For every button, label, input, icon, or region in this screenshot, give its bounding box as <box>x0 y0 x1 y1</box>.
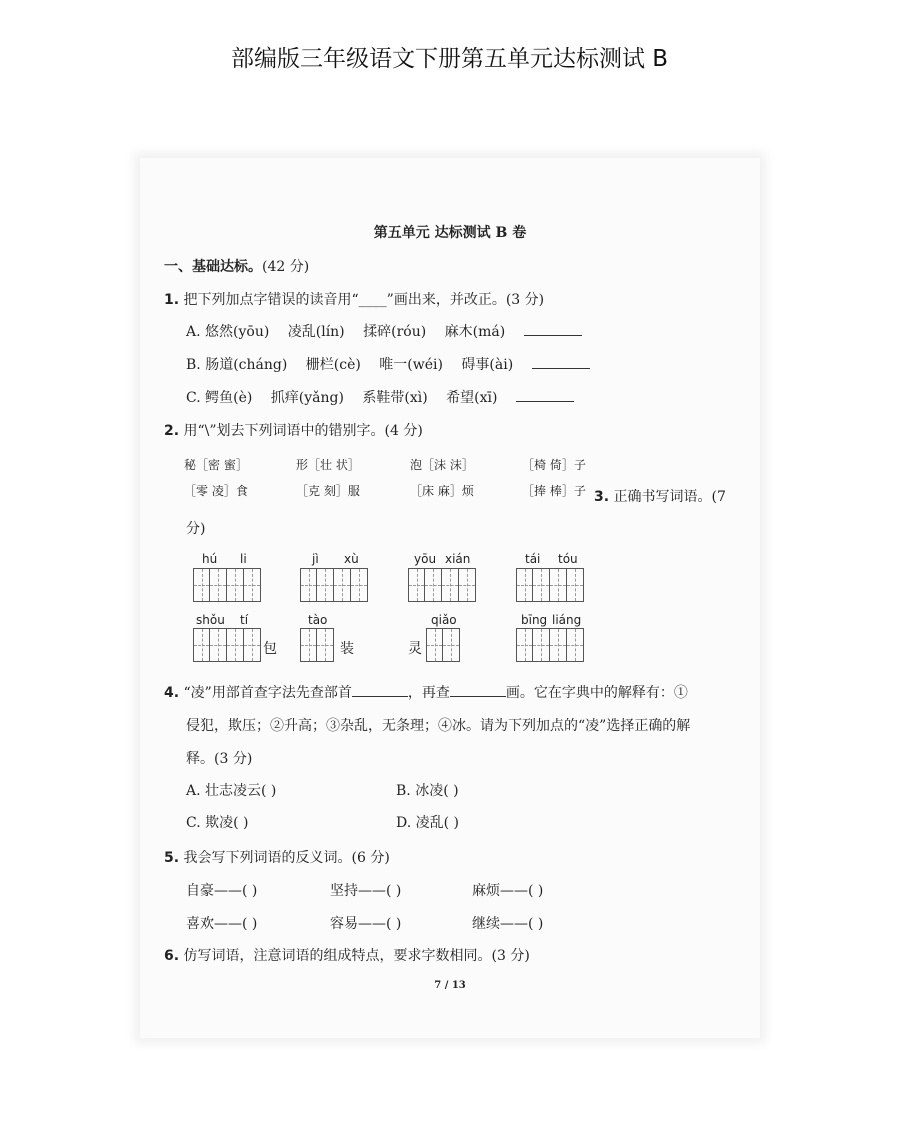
grid-cell[interactable] <box>193 628 210 662</box>
grid-cell[interactable] <box>210 568 227 602</box>
q2-item[interactable]: 形［壮 状］ <box>296 458 360 472</box>
grid-cell[interactable] <box>408 568 425 602</box>
q3-writing-grid[interactable] <box>408 568 476 602</box>
q4-number: 4. <box>164 685 180 701</box>
q2-item[interactable]: 泡［沫 沫］ <box>410 458 474 472</box>
q1-row-c-answer-blank[interactable] <box>516 389 574 402</box>
q3-pinyin: hú <box>202 552 218 566</box>
q3-pinyin: jì <box>312 552 319 566</box>
q3-writing-grid[interactable] <box>516 568 584 602</box>
q4-option-text: 冰凌( ) <box>415 783 459 799</box>
q1-row-a-item: 凌乱(lín) <box>287 324 345 340</box>
q3-prompt-cont: 分) <box>186 521 206 537</box>
grid-cell[interactable] <box>533 628 550 662</box>
q3-pinyin: bīng <box>521 613 548 627</box>
q5-item[interactable]: 坚持——( ) <box>330 883 402 899</box>
grid-cell[interactable] <box>334 568 351 602</box>
q4-line-3: 释。(3 分) <box>186 751 253 767</box>
q5-number: 5. <box>164 850 180 866</box>
q3-writing-grid[interactable] <box>300 568 368 602</box>
q2-item[interactable]: ［床 麻］烦 <box>410 484 474 498</box>
q3-pinyin: liáng <box>552 613 582 627</box>
q3-pinyin: tái <box>525 552 541 566</box>
section-1-heading <box>164 256 309 276</box>
q1-number: 1. <box>164 292 180 308</box>
q5-item[interactable]: 喜欢——( ) <box>186 916 258 932</box>
q3-pinyin: tóu <box>558 552 578 566</box>
q6-text <box>164 945 530 965</box>
q5-item[interactable]: 容易——( ) <box>330 916 402 932</box>
grid-cell[interactable] <box>443 628 460 662</box>
grid-cell[interactable] <box>300 568 317 602</box>
q1-row-b-label: B. <box>186 357 201 373</box>
q3-suffix-char: 装 <box>340 641 354 657</box>
paper-heading: 第五单元 达标测试 B 卷 <box>373 225 527 241</box>
q3-text <box>594 486 726 506</box>
q1-row-b-item: 肠道(cháng) <box>205 357 288 373</box>
section-1-label: 一、基础达标。 <box>164 259 262 275</box>
q4-option-text: 壮志凌云( ) <box>205 783 277 799</box>
q2-item[interactable]: ［克 刻］服 <box>296 484 360 498</box>
q3-pinyin: qiǎo <box>431 613 457 627</box>
q5-item[interactable]: 继续——( ) <box>472 916 544 932</box>
grid-cell[interactable] <box>425 568 442 602</box>
q1-row-b-item: 唯一(wéi) <box>379 357 443 373</box>
grid-cell[interactable] <box>426 628 443 662</box>
q1-prompt: 把下列加点字错误的读音用“____”画出来，并改正。(3 分) <box>183 292 545 308</box>
q4-radical-blank[interactable] <box>352 684 408 697</box>
q3-writing-grid[interactable] <box>426 628 460 662</box>
grid-cell[interactable] <box>567 568 584 602</box>
q4-option-d[interactable] <box>396 812 459 832</box>
grid-cell[interactable] <box>567 628 584 662</box>
q5-item[interactable]: 麻烦——( ) <box>472 883 544 899</box>
q6-prompt: 仿写词语，注意词语的组成特点，要求字数相同。(3 分) <box>183 948 530 964</box>
q3-pinyin: xù <box>344 552 359 566</box>
page-number: 7 / 13 <box>434 980 466 991</box>
grid-cell[interactable] <box>227 568 244 602</box>
q1-row-c-item: 抓痒(yǎng) <box>270 390 344 406</box>
q1-text <box>164 289 544 309</box>
q4-text-b: ，再查 <box>407 685 450 701</box>
q1-row-c-item: 系鞋带(xì) <box>362 390 428 406</box>
grid-cell[interactable] <box>317 568 334 602</box>
q5-prompt: 我会写下列词语的反义词。(6 分) <box>183 850 390 866</box>
q2-item[interactable]: ［椅 倚］子 <box>522 458 586 472</box>
q4-option-a[interactable] <box>186 780 276 800</box>
grid-cell[interactable] <box>351 568 368 602</box>
q1-row-c-item: 鳄鱼(è) <box>205 390 253 406</box>
q3-prefix-char: 灵 <box>408 641 422 657</box>
q3-pinyin: tí <box>240 613 249 627</box>
q6-number: 6. <box>164 948 180 964</box>
section-1-score: (42 分) <box>262 259 310 275</box>
q4-strokes-blank[interactable] <box>450 684 506 697</box>
q5-text <box>164 847 390 867</box>
grid-cell[interactable] <box>317 628 334 662</box>
q3-pinyin: yōu <box>414 552 437 566</box>
q2-item[interactable]: ［捧 棒］子 <box>522 484 586 498</box>
grid-cell[interactable] <box>516 568 533 602</box>
q2-item[interactable]: 秘［密 蜜］ <box>184 458 248 472</box>
scanned-page <box>140 158 760 1038</box>
q4-option-label: A. <box>186 783 201 799</box>
q3-suffix-char: 包 <box>263 641 277 657</box>
q4-option-text: 凌乱( ) <box>415 815 460 831</box>
grid-cell[interactable] <box>442 568 459 602</box>
q4-line-2: 侵犯，欺压；②升高；③杂乱，无条理；④冰。请为下列加点的“凌”选择正确的解 <box>186 718 691 734</box>
q1-row-c-label: C. <box>186 390 201 406</box>
q3-writing-grid[interactable] <box>193 628 261 662</box>
q4-line-1 <box>164 682 688 702</box>
q5-item[interactable]: 自豪——( ) <box>186 883 258 899</box>
q3-writing-grid[interactable] <box>193 568 261 602</box>
q1-row-a-label: A. <box>186 324 201 340</box>
grid-cell[interactable] <box>533 568 550 602</box>
grid-cell[interactable] <box>227 628 244 662</box>
q4-option-c[interactable] <box>186 812 249 832</box>
q1-row-c-item: 希望(xī) <box>446 390 498 406</box>
document-title: 部编版三年级语文下册第五单元达标测试 B <box>230 46 669 72</box>
q4-text-a: “凌”用部首查字法先查部首 <box>183 685 352 701</box>
grid-cell[interactable] <box>210 628 227 662</box>
q4-option-label: D. <box>396 815 412 831</box>
q1-row-a-answer-blank[interactable] <box>524 323 582 336</box>
q2-item[interactable]: ［零 凌］食 <box>184 484 248 498</box>
q3-writing-grid[interactable] <box>300 628 334 662</box>
q2-prompt: 用“\”划去下列词语中的错别字。(4 分) <box>183 423 423 439</box>
grid-cell[interactable] <box>516 628 533 662</box>
q4-text-c: 画。它在字典中的解释有：① <box>505 685 688 701</box>
q3-pinyin: shǒu <box>196 613 225 627</box>
q1-row-c <box>186 387 574 407</box>
q1-row-a-item: 悠然(yōu) <box>205 324 270 340</box>
q1-row-b-item: 栅栏(cè) <box>305 357 361 373</box>
q3-writing-grid[interactable] <box>516 628 584 662</box>
q4-option-text: 欺凌( ) <box>205 815 249 831</box>
q2-text <box>164 420 423 440</box>
grid-cell[interactable] <box>300 628 317 662</box>
q4-option-label: C. <box>186 815 201 831</box>
q4-option-b[interactable] <box>396 780 459 800</box>
grid-cell[interactable] <box>244 628 261 662</box>
q1-row-a-item: 揉碎(róu) <box>363 324 427 340</box>
q1-row-a <box>186 321 582 341</box>
q1-row-b-item: 碍事(ài) <box>461 357 514 373</box>
q3-pinyin: li <box>240 552 247 566</box>
q1-row-b <box>186 354 590 374</box>
q2-number: 2. <box>164 423 180 439</box>
q3-number: 3. <box>594 489 610 505</box>
grid-cell[interactable] <box>244 568 261 602</box>
grid-cell[interactable] <box>550 628 567 662</box>
grid-cell[interactable] <box>459 568 476 602</box>
grid-cell[interactable] <box>193 568 210 602</box>
q4-option-label: B. <box>396 783 411 799</box>
q1-row-b-answer-blank[interactable] <box>532 356 590 369</box>
q3-prompt: 正确书写词语。(7 <box>613 489 726 505</box>
q3-pinyin: xián <box>445 552 471 566</box>
q1-row-a-item: 麻木(má) <box>444 324 506 340</box>
grid-cell[interactable] <box>550 568 567 602</box>
q3-pinyin: tào <box>308 613 328 627</box>
